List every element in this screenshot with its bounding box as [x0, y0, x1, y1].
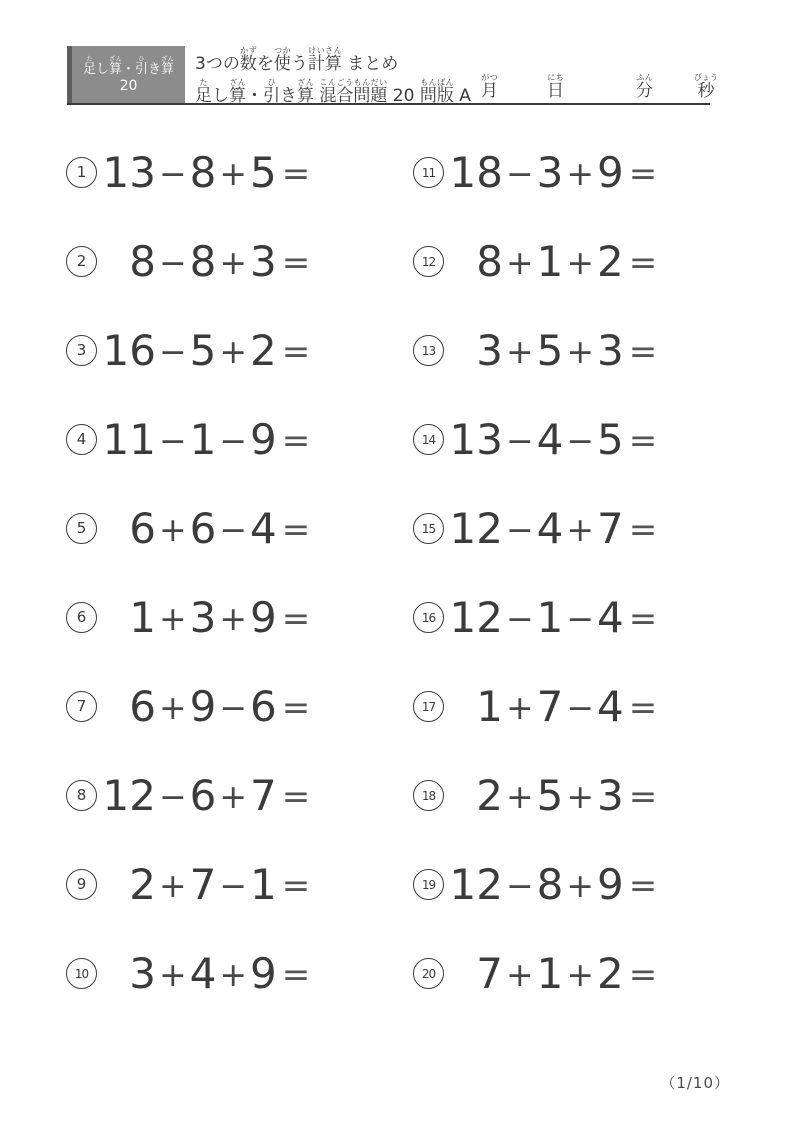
date-field-日: 日にち: [547, 73, 564, 101]
operand-1: 12: [102, 770, 156, 820]
operator-1: −: [159, 243, 187, 282]
problem-row: [413, 573, 758, 662]
operator-2: −: [219, 421, 248, 460]
operand-2: 8: [536, 859, 564, 909]
problem-row: [66, 573, 411, 662]
problem-row: [66, 306, 411, 395]
operand-1: 13: [102, 147, 156, 197]
equals-sign: =: [628, 687, 658, 728]
operand-3: 3: [597, 770, 624, 820]
operator-1: +: [506, 243, 534, 282]
problem-number: 16: [413, 602, 444, 633]
operator-2: +: [566, 866, 595, 905]
operator-1: +: [159, 599, 187, 638]
operand-1: 12: [449, 592, 503, 642]
operator-1: −: [506, 599, 534, 638]
problem-expression: [448, 770, 658, 820]
problem-expression: [101, 770, 311, 820]
equals-sign: =: [281, 865, 311, 906]
badge-title: 足たし算ざん・引ひき算ざん: [82, 56, 175, 77]
operator-2: +: [219, 332, 248, 371]
problem-row: [66, 217, 411, 306]
problem-row: [66, 751, 411, 840]
problem-expression: [448, 236, 658, 286]
operand-1: 1: [476, 681, 503, 731]
page-number: （1/10）: [660, 1074, 730, 1092]
operand-2: 9: [189, 681, 217, 731]
operand-1: 18: [449, 147, 503, 197]
equals-sign: =: [628, 242, 658, 283]
category-badge: [67, 46, 185, 103]
title-block: [195, 46, 471, 105]
problem-expression: [101, 325, 311, 375]
operator-2: +: [566, 154, 595, 193]
problem-row: [66, 662, 411, 751]
equals-sign: =: [628, 420, 658, 461]
equals-sign: =: [628, 153, 658, 194]
date-field-月: 月がつ: [481, 73, 498, 101]
operand-3: 4: [597, 681, 624, 731]
problem-row: [66, 484, 411, 573]
operand-2: 5: [189, 325, 217, 375]
operator-2: +: [219, 243, 248, 282]
problem-number: 10: [66, 958, 97, 989]
operator-2: +: [566, 243, 595, 282]
operand-3: 6: [250, 681, 277, 731]
problem-number: 4: [66, 424, 97, 455]
problem-number: 17: [413, 691, 444, 722]
operator-1: −: [506, 866, 534, 905]
operator-2: −: [219, 866, 248, 905]
operand-2: 8: [189, 236, 217, 286]
problem-expression: [101, 147, 311, 197]
operand-1: 11: [102, 414, 156, 464]
problem-row: [413, 128, 758, 217]
operand-3: 9: [597, 859, 624, 909]
operator-2: −: [566, 688, 595, 727]
operator-2: +: [219, 599, 248, 638]
date-field-分: 分ふん: [636, 73, 653, 101]
operand-2: 4: [536, 414, 564, 464]
problem-expression: [101, 503, 311, 553]
operand-2: 1: [536, 592, 564, 642]
problem-row: [413, 484, 758, 573]
operator-1: −: [159, 332, 187, 371]
problem-row: [66, 929, 411, 1018]
problem-expression: [101, 681, 311, 731]
problem-number: 12: [413, 246, 444, 277]
equals-sign: =: [628, 598, 658, 639]
problem-expression: [448, 859, 658, 909]
operand-1: 2: [476, 770, 503, 820]
operand-2: 6: [189, 770, 217, 820]
operator-2: +: [566, 510, 595, 549]
problem-row: [413, 395, 758, 484]
operand-2: 7: [536, 681, 564, 731]
operator-1: −: [159, 421, 187, 460]
problem-expression: [101, 414, 311, 464]
operand-2: 8: [189, 147, 217, 197]
equals-sign: =: [628, 776, 658, 817]
operator-2: +: [219, 154, 248, 193]
operand-3: 5: [250, 147, 277, 197]
problems-column-right: [413, 128, 758, 1018]
problem-row: [413, 840, 758, 929]
equals-sign: =: [281, 954, 311, 995]
problem-number: 8: [66, 780, 97, 811]
problem-number: 7: [66, 691, 97, 722]
problem-expression: [448, 592, 658, 642]
worksheet-title: 3つの数かずを使つかう計算けいさん まとめ: [195, 46, 399, 74]
operand-3: 9: [597, 147, 624, 197]
operator-1: −: [506, 421, 534, 460]
operand-1: 6: [129, 503, 156, 553]
equals-sign: =: [281, 420, 311, 461]
problems-column-left: [66, 128, 411, 1018]
problem-expression: [101, 592, 311, 642]
problem-expression: [101, 859, 311, 909]
operand-1: 12: [449, 503, 503, 553]
problem-expression: [448, 325, 658, 375]
operand-3: 2: [597, 236, 624, 286]
problem-number: 9: [66, 869, 97, 900]
operator-1: −: [506, 154, 534, 193]
operator-2: −: [219, 510, 248, 549]
operand-3: 3: [597, 325, 624, 375]
problem-row: [413, 217, 758, 306]
operand-1: 8: [129, 236, 156, 286]
operand-3: 5: [597, 414, 624, 464]
equals-sign: =: [281, 598, 311, 639]
operand-2: 5: [536, 770, 564, 820]
equals-sign: =: [628, 954, 658, 995]
problem-row: [413, 929, 758, 1018]
equals-sign: =: [281, 509, 311, 550]
equals-sign: =: [628, 865, 658, 906]
operand-2: 1: [536, 948, 564, 998]
problem-expression: [448, 948, 658, 998]
operand-1: 13: [449, 414, 503, 464]
problem-number: 3: [66, 335, 97, 366]
operand-3: 9: [250, 948, 277, 998]
operator-2: +: [566, 955, 595, 994]
equals-sign: =: [281, 687, 311, 728]
operand-2: 5: [536, 325, 564, 375]
operand-3: 7: [250, 770, 277, 820]
operand-3: 9: [250, 592, 277, 642]
problem-number: 19: [413, 869, 444, 900]
problem-expression: [448, 681, 658, 731]
worksheet-header: [67, 46, 718, 106]
problem-row: [413, 751, 758, 840]
equals-sign: =: [628, 331, 658, 372]
operand-2: 7: [189, 859, 217, 909]
equals-sign: =: [281, 776, 311, 817]
operator-2: −: [566, 599, 595, 638]
operand-3: 4: [597, 592, 624, 642]
operand-1: 3: [129, 948, 156, 998]
operand-2: 4: [189, 948, 217, 998]
problem-expression: [448, 414, 658, 464]
operand-2: 4: [536, 503, 564, 553]
problem-number: 5: [66, 513, 97, 544]
operand-1: 8: [476, 236, 503, 286]
operand-3: 2: [250, 325, 277, 375]
problem-number: 1: [66, 157, 97, 188]
problem-number: 18: [413, 780, 444, 811]
badge-problem-count: 20: [119, 78, 138, 94]
problem-number: 14: [413, 424, 444, 455]
operator-1: −: [159, 154, 187, 193]
operand-3: 2: [597, 948, 624, 998]
problem-number: 20: [413, 958, 444, 989]
problem-number: 6: [66, 602, 97, 633]
operator-1: −: [159, 777, 187, 816]
operand-3: 1: [250, 859, 277, 909]
problem-expression: [448, 147, 658, 197]
operator-1: +: [506, 955, 534, 994]
date-field-秒: 秒びょう: [694, 73, 718, 101]
problem-row: [413, 306, 758, 395]
operand-1: 16: [102, 325, 156, 375]
equals-sign: =: [281, 242, 311, 283]
problem-number: 15: [413, 513, 444, 544]
problem-expression: [448, 503, 658, 553]
operator-1: +: [159, 866, 187, 905]
operator-1: +: [159, 688, 187, 727]
operand-1: 7: [476, 948, 503, 998]
operator-2: +: [219, 777, 248, 816]
operand-3: 9: [250, 414, 277, 464]
operand-3: 4: [250, 503, 277, 553]
operand-3: 3: [250, 236, 277, 286]
equals-sign: =: [628, 509, 658, 550]
operator-1: +: [506, 688, 534, 727]
operand-2: 3: [536, 147, 564, 197]
operator-2: −: [566, 421, 595, 460]
operator-1: +: [159, 510, 187, 549]
problem-expression: [101, 948, 311, 998]
operator-1: +: [159, 955, 187, 994]
operand-2: 6: [189, 503, 217, 553]
operator-1: −: [506, 510, 534, 549]
operand-1: 12: [449, 859, 503, 909]
operand-3: 7: [597, 503, 624, 553]
operand-1: 2: [129, 859, 156, 909]
problem-row: [66, 840, 411, 929]
problem-number: 11: [413, 157, 444, 188]
problem-row: [413, 662, 758, 751]
operator-2: +: [219, 955, 248, 994]
operand-2: 1: [536, 236, 564, 286]
operator-1: +: [506, 332, 534, 371]
problem-row: [66, 395, 411, 484]
operator-2: +: [566, 777, 595, 816]
operand-1: 3: [476, 325, 503, 375]
operator-2: −: [219, 688, 248, 727]
operator-1: +: [506, 777, 534, 816]
operand-2: 3: [189, 592, 217, 642]
problem-row: [66, 128, 411, 217]
equals-sign: =: [281, 153, 311, 194]
operand-1: 1: [129, 592, 156, 642]
operand-2: 1: [189, 414, 217, 464]
worksheet-subtitle: 足たし算ざん・引ひき算ざん 混合問題こんごうもんだい 20 問版もんばん A: [195, 78, 471, 106]
equals-sign: =: [281, 331, 311, 372]
problem-number: 13: [413, 335, 444, 366]
operator-2: +: [566, 332, 595, 371]
problem-expression: [101, 236, 311, 286]
problem-number: 2: [66, 246, 97, 277]
operand-1: 6: [129, 681, 156, 731]
